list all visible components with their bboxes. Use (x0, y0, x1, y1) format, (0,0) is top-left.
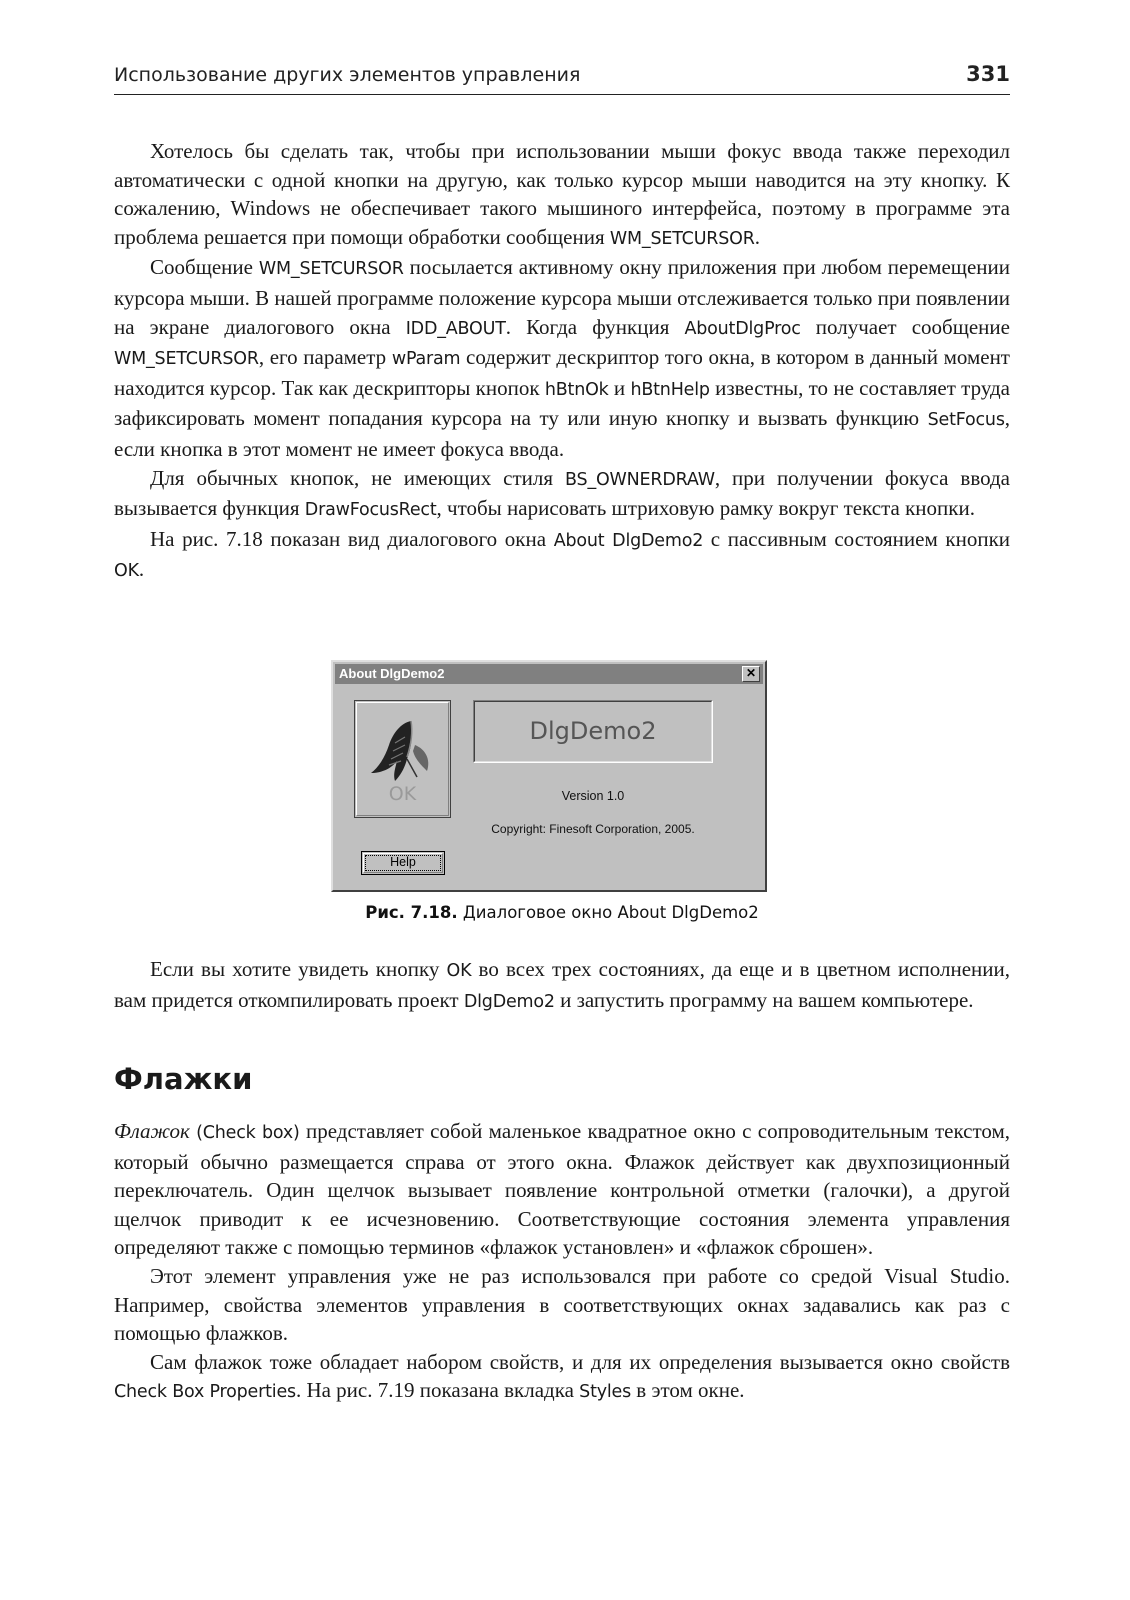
close-icon[interactable]: ✕ (742, 666, 760, 682)
text-run: Сам флажок тоже обладает набором свойств, и для их определения вызывается окно свойств (150, 1349, 1010, 1374)
text-run: известны, то не составляет труда зафиксировать момент попадания курсора на ту или иную кнопку и вызвать функцию (114, 375, 1011, 431)
code-term: hBtnHelp (630, 379, 710, 400)
app-name: DlgDemo2 (529, 717, 657, 745)
paragraph (114, 1262, 1010, 1348)
text-run: . Когда функция (505, 314, 685, 339)
text-block-bottom (114, 1117, 1010, 1407)
code-term: WM_SETCURSOR (114, 349, 259, 370)
text-run: , чтобы нарисовать штриховую рамку вокруг текста кнопки. (436, 496, 975, 521)
italic-term: Флажок (114, 1119, 190, 1143)
text-run: , при получении фокуса ввода вызывается функция (114, 465, 1010, 521)
text-block-middle (114, 955, 1010, 1016)
text-block-top (114, 137, 1010, 586)
text-run: и запустить программу на вашем компьютере. (554, 987, 974, 1012)
dialog-title: About DlgDemo2 (339, 666, 445, 681)
text-run: Если вы хотите увидеть кнопку (150, 957, 447, 981)
version-label: Version 1.0 (561, 789, 625, 803)
text-run: Хотелось бы сделать так, чтобы при использовании мыши фокус ввода также переходил автоматически с одной кнопки на другую, как только курсор мыши наводится на эту кнопку. К сожалению, Windows не обеспечивает такого мышиного интерфейса, поэтому в программе эта проблема решается при помощи обработки сообщения (114, 139, 1010, 249)
dialog-titlebar (335, 664, 763, 684)
code-term: OK (446, 961, 472, 981)
text-run: в этом окне. (631, 1378, 745, 1403)
code-term: About DlgDemo2 (553, 530, 704, 551)
text-run: с пассивным состоянием кнопки (703, 526, 1011, 551)
code-term: WM_SETCURSOR (609, 228, 755, 249)
text-run: , его параметр (258, 345, 392, 370)
figure-caption (114, 903, 1010, 922)
text-run: Для обычных кнопок, не имеющих стиля (150, 465, 566, 490)
code-term: IDD_ABOUT (405, 318, 506, 339)
text-run: получает сообщение (800, 314, 1010, 339)
butterfly-icon (365, 715, 443, 785)
paragraph (114, 955, 1010, 1016)
ok-button-label: OK (388, 783, 417, 805)
figure-caption-text: Диалоговое окно About DlgDemo2 (457, 903, 759, 922)
code-term: OK (114, 561, 139, 582)
code-term: BS_OWNERDRAW (565, 469, 715, 490)
code-term: DrawFocusRect (304, 500, 437, 521)
text-run: . (138, 557, 145, 582)
text-run: и (608, 375, 631, 400)
header-title: Использование других элементов управления (114, 64, 581, 86)
paragraph (114, 253, 1010, 463)
code-term: WM_SETCURSOR (258, 259, 404, 280)
text-run: Сообщение (150, 255, 259, 280)
text-run: посылается активному окну приложения при любом перемещении курсора мыши. В нашей программе положение курсора мыши отслеживается только при появлении на экране диалогового окна (114, 255, 1011, 339)
figure-caption-label: Рис. 7.18. (365, 903, 458, 922)
text-run: . (754, 224, 760, 249)
code-term: AboutDlgProc (684, 318, 801, 339)
paragraph (114, 525, 1010, 586)
paragraph (114, 464, 1010, 525)
paragraph (114, 1117, 1010, 1262)
copyright-label: Copyright: Finesoft Corporation, 2005. (491, 822, 695, 836)
code-term: Styles (579, 1382, 632, 1403)
running-header (114, 62, 1010, 95)
text-run: Этот элемент управления уже не раз использовался при работе со средой Visual Studio. Например, свойства элементов управления в соответствующих окнах задавались как раз с помощью флажков. (114, 1263, 1010, 1346)
code-term: (Check box) (196, 1123, 300, 1143)
paragraph (114, 1348, 1010, 1407)
text-run: . На рис. 7.19 показана вкладка (295, 1378, 580, 1403)
ok-button[interactable] (354, 700, 451, 818)
text-run: представляет собой маленькое квадратное окно с сопроводительным текстом, который обычно размещается справа от этого окна. Флажок действует как двухпозиционный переключатель. Один щелчок вызывает появление контрольной отметки (галочки), а другой щелчок приводит к ее исчезновению. Соответствующие состояния элемента управления определяют также с помощью терминов «флажок установлен» и «флажок сброшен». (114, 1119, 1010, 1260)
about-dialog-figure (331, 660, 767, 892)
code-term: Check Box Properties (114, 1382, 296, 1403)
section-heading: Флажки (114, 1062, 253, 1096)
text-run: содержит дескриптор того окна, в котором в данный момент находится курсор. Так как дескрипторы кнопок (114, 345, 1010, 400)
code-term: hBtnOk (544, 379, 609, 400)
help-button[interactable] (361, 851, 445, 875)
paragraph (114, 137, 1010, 253)
app-name-frame (473, 700, 713, 763)
text-run: , если кнопка в этот момент не имеет фокуса ввода. (114, 406, 1010, 461)
text-run: во всех трех состояниях, да еще и в цветном исполнении, вам придется откомпилировать проект (114, 957, 1010, 1012)
code-term: SetFocus (927, 410, 1005, 431)
code-term: wParam (391, 349, 461, 370)
help-button-label: Help (390, 855, 416, 869)
code-term: DlgDemo2 (463, 991, 555, 1012)
text-run: На рис. 7.18 показан вид диалогового окна (150, 526, 554, 551)
page-number: 331 (966, 62, 1010, 86)
